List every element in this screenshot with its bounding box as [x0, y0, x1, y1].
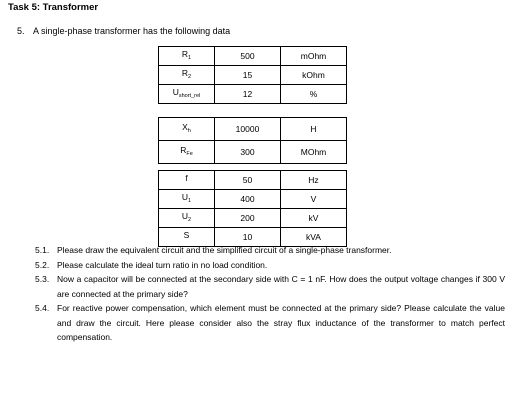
- value-cell: 15: [215, 66, 281, 85]
- value-cell: 12: [215, 85, 281, 104]
- unit-cell: H: [281, 118, 347, 141]
- question-number: 5.3.: [35, 274, 50, 284]
- symbol-cell: $U_{short\_rel}$: [159, 85, 215, 104]
- table-row: [159, 209, 347, 228]
- symbol-cell: $R_{Fe}$: [159, 141, 215, 164]
- question-number: 5.4.: [35, 303, 50, 313]
- intro-number: 5.: [17, 26, 25, 36]
- symbol-cell: $U_1$: [159, 190, 215, 209]
- unit-cell: V: [281, 190, 347, 209]
- symbol-cell: $R_2$: [159, 66, 215, 85]
- unit-cell: kV: [281, 209, 347, 228]
- value-cell: 400: [215, 190, 281, 209]
- value-cell: 300: [215, 141, 281, 164]
- intro-line: [17, 26, 230, 36]
- unit-cell: %: [281, 85, 347, 104]
- value-cell: 50: [215, 171, 281, 190]
- question-text: For reactive power compensation, which element must be connected at the primary side? Please calculate the value and draw the circuit. Here please consider also the stray flux inductance of the transformer to match perfect compensation.: [57, 303, 505, 342]
- table-row: [159, 190, 347, 209]
- task-title: Task 5: Transformer: [8, 2, 99, 13]
- parameter-table-resistances: [158, 46, 347, 104]
- table-row: [159, 118, 347, 141]
- question-list: [35, 243, 505, 345]
- symbol-cell: S: [159, 228, 215, 247]
- unit-cell: Hz: [281, 171, 347, 190]
- table-row: [159, 66, 347, 85]
- intro-text: A single-phase transformer has the following data: [33, 26, 231, 36]
- question-text: Please draw the equivalent circuit and the simplified circuit of a single-phase transformer.: [57, 245, 392, 255]
- parameter-table-ratings: [158, 170, 347, 247]
- symbol-cell: $X_h$: [159, 118, 215, 141]
- value-cell: 500: [215, 47, 281, 66]
- symbol-cell: $U_2$: [159, 209, 215, 228]
- symbol-cell: f: [159, 171, 215, 190]
- question-number: 5.1.: [35, 245, 50, 255]
- question-5-4: [35, 301, 505, 345]
- table-row: [159, 171, 347, 190]
- symbol-cell: $R_1$: [159, 47, 215, 66]
- question-5-2: [35, 258, 505, 273]
- table-row: [159, 141, 347, 164]
- table-row: [159, 47, 347, 66]
- question-text: Please calculate the ideal turn ratio in no load condition.: [57, 259, 268, 270]
- unit-cell: mOhm: [281, 47, 347, 66]
- parameter-table-magnetizing: [158, 117, 347, 164]
- question-5-3: [35, 272, 505, 301]
- table-row: [159, 85, 347, 104]
- unit-cell: kOhm: [281, 66, 347, 85]
- unit-cell: MOhm: [281, 141, 347, 164]
- question-5-1: [35, 243, 505, 258]
- value-cell: 200: [215, 209, 281, 228]
- value-cell: 10: [215, 228, 281, 247]
- unit-cell: kVA: [281, 228, 347, 247]
- question-number: 5.2.: [35, 259, 50, 270]
- question-text: Now a capacitor will be connected at the secondary side with C = 1 nF. How does the output voltage changes if 300 V are connected at the primary side?: [57, 274, 505, 299]
- value-cell: 10000: [215, 118, 281, 141]
